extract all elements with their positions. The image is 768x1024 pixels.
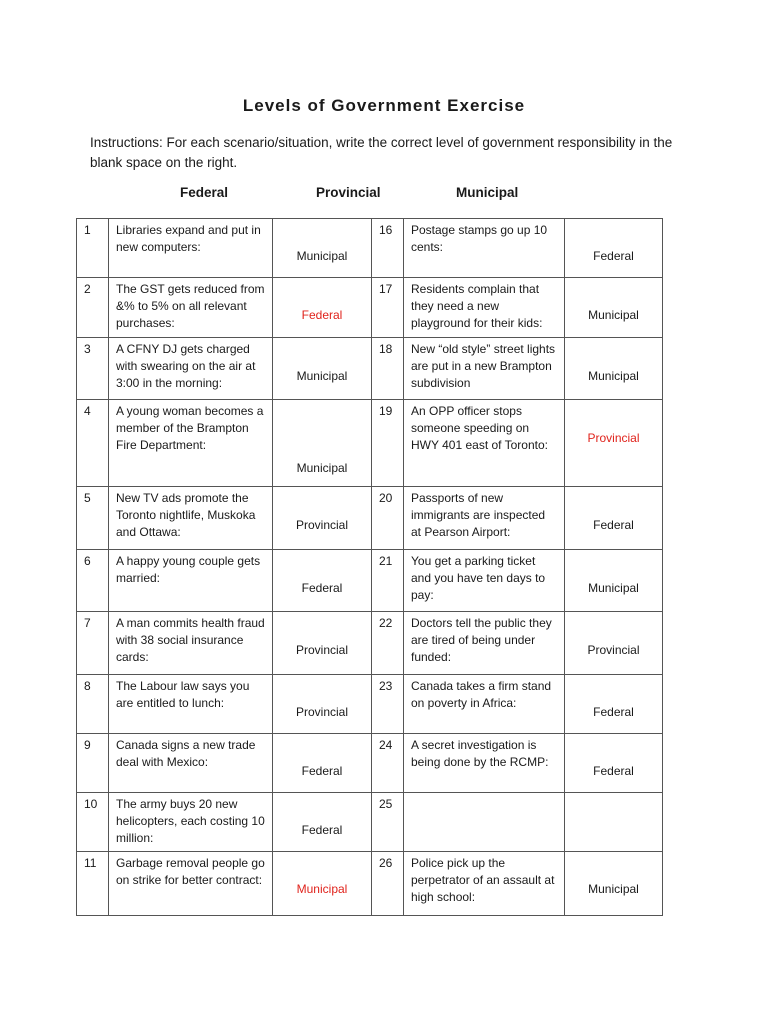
scenario-text: Canada signs a new trade deal with Mexico:: [109, 734, 273, 793]
table-row: [77, 793, 663, 852]
table-row: [77, 612, 663, 675]
scenario-number: 4: [77, 400, 109, 487]
answer-text: Provincial: [295, 518, 349, 532]
exercise-table: [76, 218, 663, 916]
table-row: [77, 852, 663, 916]
scenario-number: 9: [77, 734, 109, 793]
answer-text: Federal: [593, 518, 634, 532]
scenario-number: 23: [372, 675, 404, 734]
answer-cell: [565, 852, 663, 916]
scenario-text: Garbage removal people go on strike for better contract:: [109, 852, 273, 916]
table-row: [77, 400, 663, 487]
answer-text: Provincial: [587, 431, 640, 445]
answer-text: Federal: [593, 764, 634, 778]
scenario-text: Canada takes a firm stand on poverty in Africa:: [404, 675, 565, 734]
scenario-number: 6: [77, 550, 109, 612]
scenario-number: 17: [372, 278, 404, 338]
scenario-text: The Labour law says you are entitled to lunch:: [109, 675, 273, 734]
answer-text: Municipal: [588, 581, 639, 595]
scenario-number: 2: [77, 278, 109, 338]
answer-text: Federal: [301, 764, 343, 778]
answer-text: Municipal: [296, 369, 348, 383]
scenario-number: 8: [77, 675, 109, 734]
header-provincial: Provincial: [316, 185, 381, 200]
scenario-text: Postage stamps go up 10 cents:: [404, 219, 565, 278]
answer-cell: [565, 400, 663, 487]
answer-cell: [273, 487, 372, 550]
answer-cell: [273, 400, 372, 487]
answer-text: Municipal: [588, 308, 639, 322]
scenario-text: A CFNY DJ gets charged with swearing on the air at 3:00 in the morning:: [109, 338, 273, 400]
answer-cell: [273, 793, 372, 852]
scenario-number: 21: [372, 550, 404, 612]
scenario-number: 25: [372, 793, 404, 852]
answer-text: Federal: [301, 308, 343, 322]
answer-text: Municipal: [296, 249, 348, 263]
scenario-number: 7: [77, 612, 109, 675]
answer-text: Municipal: [588, 369, 639, 383]
answer-text: Federal: [593, 249, 634, 263]
answer-cell: [273, 550, 372, 612]
answer-cell: [273, 675, 372, 734]
answer-cell: [565, 219, 663, 278]
scenario-number: 18: [372, 338, 404, 400]
header-municipal: Municipal: [456, 185, 519, 200]
scenario-text: Passports of new immigrants are inspected at Pearson Airport:: [404, 487, 565, 550]
scenario-text: A happy young couple gets married:: [109, 550, 273, 612]
answer-text: Provincial: [295, 705, 349, 719]
scenario-number: 11: [77, 852, 109, 916]
scenario-number: 1: [77, 219, 109, 278]
header-federal: Federal: [180, 185, 229, 200]
scenario-number: 22: [372, 612, 404, 675]
table-row: [77, 487, 663, 550]
answer-cell: [273, 219, 372, 278]
answer-cell: [273, 734, 372, 793]
scenario-text: Police pick up the perpetrator of an assault at high school:: [404, 852, 565, 916]
answer-text: Federal: [593, 705, 634, 719]
table-row: [77, 278, 663, 338]
answer-cell: [565, 550, 663, 612]
table-row: [77, 338, 663, 400]
page-title: Levels of Government Exercise: [242, 96, 526, 115]
answer-text: Federal: [301, 823, 343, 837]
scenario-text: New TV ads promote the Toronto nightlife, Muskoka and Ottawa:: [109, 487, 273, 550]
answer-cell: [273, 612, 372, 675]
scenario-text: A young woman becomes a member of the Brampton Fire Department:: [109, 400, 273, 487]
answer-text: Provincial: [587, 643, 640, 657]
answer-cell: [273, 852, 372, 916]
table-row: [77, 734, 663, 793]
answer-cell: [273, 338, 372, 400]
scenario-number: 3: [77, 338, 109, 400]
scenario-text: New “old style” street lights are put in a new Brampton subdivision: [404, 338, 565, 400]
scenario-number: 10: [77, 793, 109, 852]
answer-text: Municipal: [588, 882, 639, 896]
scenario-number: 26: [372, 852, 404, 916]
answer-text: Provincial: [295, 643, 349, 657]
scenario-text: The GST gets reduced from &% to 5% on all relevant purchases:: [109, 278, 273, 338]
scenario-text: Residents complain that they need a new playground for their kids:: [404, 278, 565, 338]
scenario-text: Doctors tell the public they are tired of being under funded:: [404, 612, 565, 675]
scenario-number: 16: [372, 219, 404, 278]
table-row: [77, 219, 663, 278]
scenario-text: An OPP officer stops someone speeding on HWY 401 east of Toronto:: [404, 400, 565, 487]
scenario-text: A secret investigation is being done by the RCMP:: [404, 734, 565, 793]
answer-text: Municipal: [296, 882, 348, 896]
scenario-text: [404, 793, 565, 852]
table-row: [77, 550, 663, 612]
answer-cell: [565, 338, 663, 400]
answer-cell: [565, 612, 663, 675]
scenario-text: Libraries expand and put in new computers:: [109, 219, 273, 278]
scenario-text: You get a parking ticket and you have ten days to pay:: [404, 550, 565, 612]
scenario-number: 19: [372, 400, 404, 487]
answer-cell: [565, 675, 663, 734]
table-row: [77, 675, 663, 734]
answer-cell: [565, 734, 663, 793]
answer-text: Municipal: [296, 461, 348, 475]
scenario-text: A man commits health fraud with 38 social insurance cards:: [109, 612, 273, 675]
scenario-number: 20: [372, 487, 404, 550]
scenario-text: The army buys 20 new helicopters, each costing 10 million:: [109, 793, 273, 852]
column-headers: [0, 185, 768, 205]
answer-cell: [565, 793, 663, 852]
instructions-text: Instructions: For each scenario/situation, write the correct level of government responsibility in the blank space on the right.: [90, 135, 673, 170]
answer-text: Federal: [301, 581, 343, 595]
answer-cell: [273, 278, 372, 338]
scenario-number: 5: [77, 487, 109, 550]
scenario-number: 24: [372, 734, 404, 793]
answer-cell: [565, 487, 663, 550]
answer-cell: [565, 278, 663, 338]
